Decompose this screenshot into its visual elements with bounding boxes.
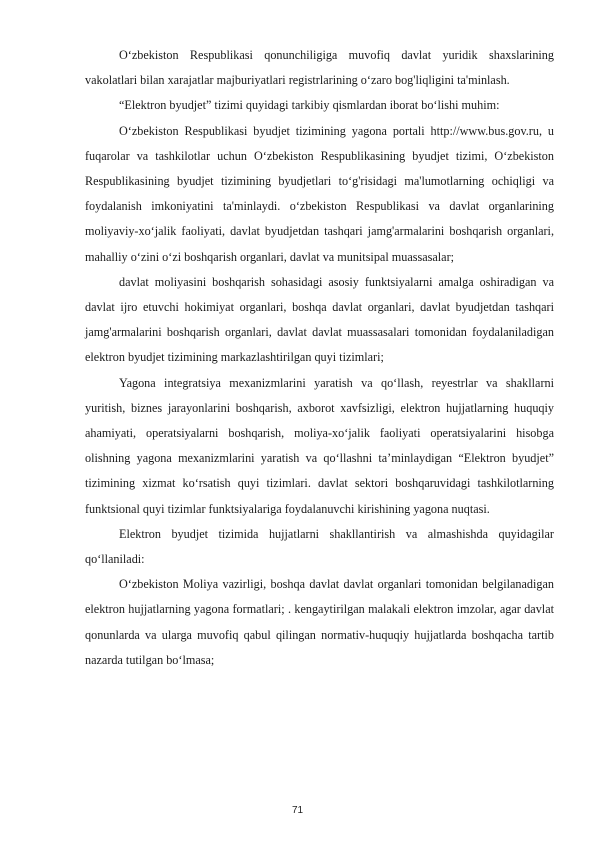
paragraph-3: O‘zbekiston Respublikasi byudjet tizimining yagona portali http://www.bus.gov.ru, u fuqarolar va tashkilotlar uchun O‘zbekiston Respublikasining byudjet tizimi, O‘zbekiston Respublikasining byudjet tizimining byudjetlari to‘g'risidagi ma'lumotlarning ochiqligi va foydalanish imkoniyatini ta'minlaydi. o‘zbekiston Respublikasi va davlat organlarining moliyaviy-xo‘jalik faoliyati, davlat byudjetdan tashqari jamg'armalarini boshqarish organlari, mahalliy o‘zini o‘zi boshqarish organlari, davlat va munitsipal muassasalar; (85, 123, 554, 264)
paragraph-5: Yagona integratsiya mexanizmlarini yaratish va qo‘llash, reyestrlar va shakllarni yuritish, biznes jarayonlarini boshqarish, axborot xavfsizligi, elektron hujjatlarning huquqiy ahamiyati, operatsiyalarni boshqarish, moliya-xo‘jalik faoliyati operatsiyalarini hisobga olishning yagona mexanizmlarini yaratish va qo‘llashni ta’minlaydigan “Elektron byudjet” tizimining xizmat ko‘rsatish quyi tizimlari. davlat sektori boshqaruvidagi tashkilotlarning funktsional quyi tizimlar funktsiyalariga foydalanuvchi kirishining yagona nuqtasi. (85, 375, 554, 516)
paragraph-7: O‘zbekiston Moliya vazirligi, boshqa davlat davlat organlari tomonidan belgilanadigan elektron hujjatlarning yagona formatlari; . kengaytirilgan malakali elektron imzolar, agar davlat qonunlarda va ularga muvofiq qabul qilingan normativ-huquqiy hujjatlarda boshqacha tartib nazarda tutilgan bo‘lmasa; (85, 577, 554, 667)
paragraph-4: davlat moliyasini boshqarish sohasidagi asosiy funktsiyalarni amalga oshiradigan va davlat ijro etuvchi hokimiyat organlari, boshqa davlat organlari, davlat byudjetdan tashqari jamg'armalarini boshqarish organlari, davlat davlat muassasalari tomonidan foydalaniladigan elektron byudjet tizimining markazlashtirilgan quyi tizimlari; (85, 274, 554, 365)
document-body (85, 43, 554, 673)
paragraph-1: O‘zbekiston Respublikasi qonunchiligiga muvofiq davlat yuridik shaxslarining vakolatlari bilan xarajatlar majburiyatlari registrlarining o‘zaro bog'liqligini ta'minlash. (85, 48, 554, 88)
paragraph-6: Elektron byudjet tizimida hujjatlarni shakllantirish va almashishda quyidagilar qo‘llaniladi: (85, 526, 554, 567)
page-number: 71 (291, 805, 304, 816)
paragraph-2: “Elektron byudjet” tizimi quyidagi tarkibiy qismlardan iborat bo‘lishi muhim: (119, 98, 500, 113)
